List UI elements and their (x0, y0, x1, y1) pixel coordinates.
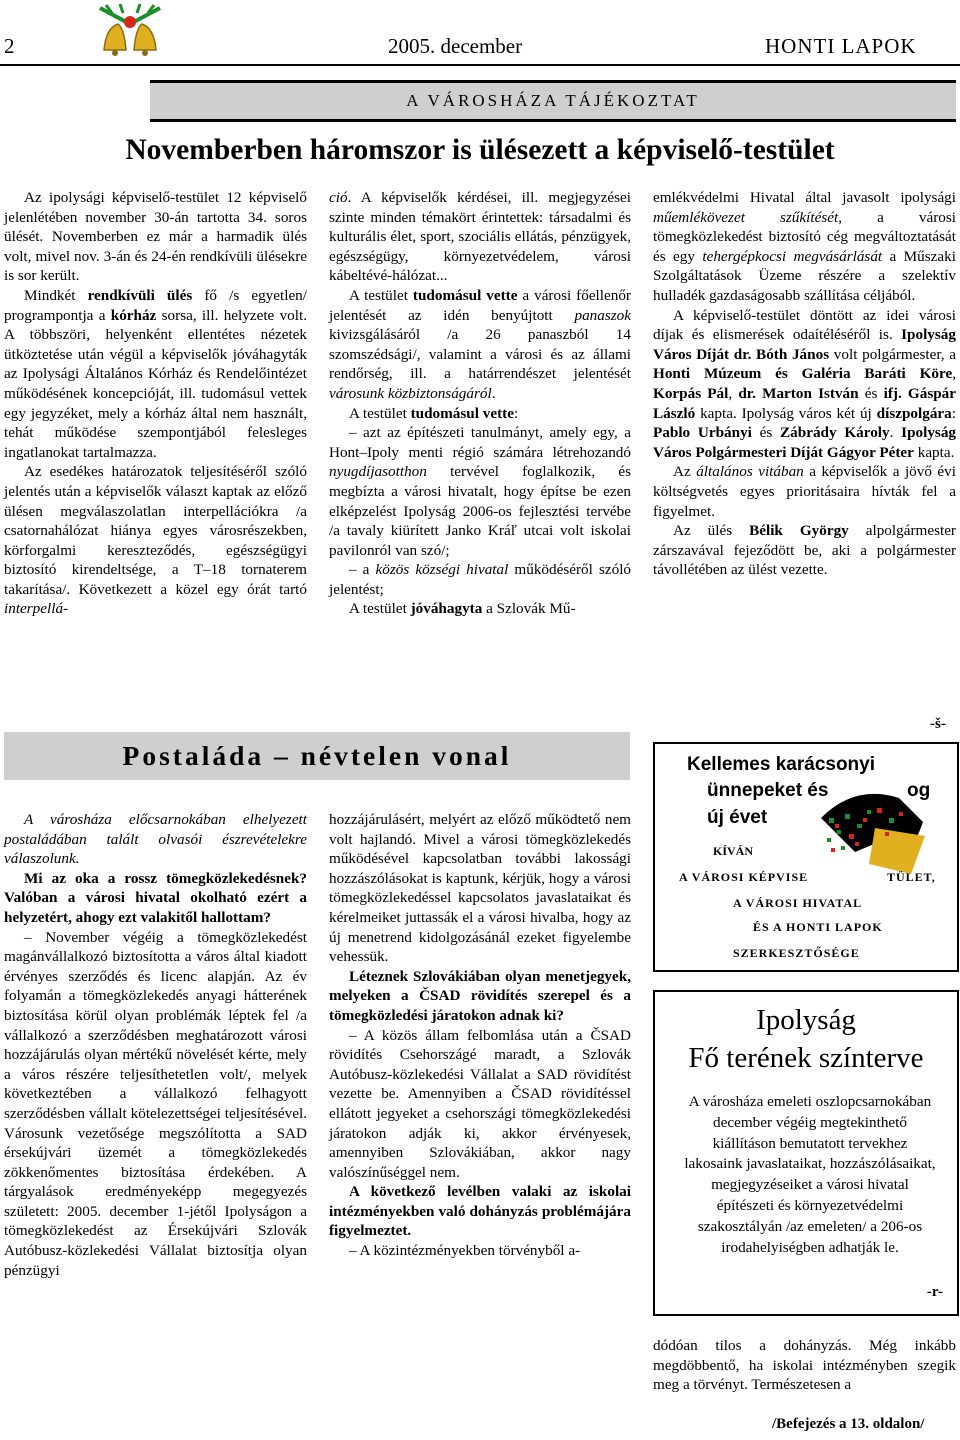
article1-column-1 (4, 188, 307, 619)
paragraph: Az általános vitában a képviselők a jövő évi költségvetés egyes prioritásaira hívták fel a figyelmet. (653, 463, 956, 520)
greeting-line-2-end: og (907, 780, 931, 801)
ipolysag-notice-box (653, 990, 959, 1316)
article1-column-3 (653, 188, 956, 580)
page-number: 2 (4, 34, 15, 58)
paragraph: A következő levélben valaki az iskolai intézményekben való dohányzás problémájára figyelmeztet. (329, 1183, 631, 1240)
paragraph: A testület tudomásul vette a városi főellenőr jelentését az idén benyújtott panaszok kivizsgálásáról /a 26 panaszból 14 szomszédsági/, valamint a városi és az állami rendőrség, ill. a határrendészet jelentését városunk közbiztonságáról. (329, 286, 631, 402)
section-title: A VÁROSHÁZA TÁJÉKOZTAT (406, 91, 700, 110)
firework-icon (815, 788, 935, 880)
article2-column-3 (653, 1336, 956, 1395)
article1-column-2 (329, 188, 631, 619)
greeting-line-5-end: TÜLET, (887, 870, 936, 884)
article1-signature: -š- (930, 716, 946, 732)
paragraph: emlékvédelmi Hivatal által javasolt ipolysági műemlékövezet szűkítését, a városi tömegközlekedést biztosító cég megváltoztatását és egy tehergépkocsi megvásárlását a Műszaki Szolgáltatások Üzeme részére a szelektív hulladék gazdaságosabb szállítása céljából. (653, 189, 957, 304)
paragraph: Az esedékes határozatok teljesítéséről szóló jelentés után a képviselők választ kaptak az előző ülésen megválaszolatlan interpellációkra /a csatornahálózat hiánya egyes városrészekben, körforgalmi kereszteződés, egészségügyi biztosító kirendeltsége, a T–18 tornaterem takarítása/. Következett a közel egy órát tartó interpellá- (4, 463, 307, 618)
paragraph: – November végéig a tömegközlekedést magánvállalkozó biztosította a város által kiadott érvényes szerződés és licenc alapján. Az év folyamán a tömegközlekedés anyagi hátterének biztosítása körül olyan problémák léptek fel /a vállalkozó a szerződésben meghatározott városi hozzájárulás olyan mértékű növelését kérte, mely a város részére teljesíthetetlen volt/, melyek következtében a vállalkozó felhagyott szerződésben vállalt kötelezettségei teljesítésével. Városunk vezetősége megszólította a SAD érsekújvári üzemét a tömegközlekedés zökkenőmentes biztosítása érdekében. A tárgyalások eredményeképp megegyezés született: 2005. december 1-jétől Ipolyságon a tömegközlekedést az Érsekújvári Szlovák Autóbusz-közlekedési Vállalat biztosítja olyan pénzügyi (4, 928, 307, 1279)
paragraph: Léteznek Szlovákiában olyan menetjegyek, melyeken a ČSAD rövidítés szerepel és a tömegközledési járatokon adnak ki? (329, 967, 631, 1024)
greeting-line-4: KÍVÁN (713, 844, 754, 858)
greeting-line-1: Kellemes karácsonyi (687, 754, 876, 775)
paragraph: – A közintézményekben törvényből a- (349, 1242, 581, 1260)
greeting-line-5: A VÁROSI KÉPVISE (679, 870, 809, 884)
article-headline: Novemberben háromszor is ülésezett a képviselő-testület (125, 134, 835, 166)
paragraph: – a közös községi hivatal működéséről szóló jelentést; (329, 561, 632, 598)
paragraph: A képviselő-testület döntött az idei városi díjak és elismerések odaítéléséről is. Ipolyság Város Díját dr. Bóth János volt polgármester, a Honti Múzeum és Galéria Baráti Köre, Korpás Pál, dr. Marton István és ifj. Gáspár László kapta. Ipolyság város két új díszpolgára: Pablo Urbányi és Zábrády Károly. Ipolyság Város Polgármesteri Díját Gágyor Péter kapta. (653, 306, 957, 461)
newspaper-title: HONTI LAPOK (765, 34, 917, 58)
bells-ornament-icon (90, 2, 170, 62)
notice-title-2: Fő terének színterve (688, 1042, 924, 1074)
section-banner (150, 80, 956, 122)
continued-note: /Befejezés a 13. oldalon/ (772, 1416, 925, 1432)
paragraph: – azt az építészeti tanulmányt, amely egy, a Hont–Ipoly menti régió számára létrehozandó nyugdíjasotthon tervével foglalkozik, és megbízta a városi hivatalt, hogy építse be ezen elképzelést Ipolyság 2006-os fejlesztési tervébe /a tavaly kiürített Janko Kráľ utcai volt iskolai pavilonról van szó/; (329, 424, 631, 559)
paragraph: A testület tudomásul vette: (349, 404, 519, 422)
notice-title-1: Ipolyság (756, 1004, 856, 1036)
paragraph: dódóan tilos a dohányzás. Még inkább megdöbbentő, ha iskolai intézményben szegik meg a törvényt. Természetesen a (653, 1337, 956, 1394)
paragraph: Mi az oka a rossz tömegközlekedésnek? Valóban a városi hivatal okolható ezért a helyzetért, ahogy ezt valakitől hallottam? (4, 869, 307, 926)
postalada-headline-box (4, 732, 630, 780)
paragraph: ció. A képviselők kérdései, ill. megjegyzései szinte minden témakört érintettek: társadalmi és kulturális élet, sport, szociális ellátás, pénzügyek, egészségügy, környezetvédelem, városi kábeltévé-hálózat... (329, 189, 631, 285)
notice-body: A városháza emeleti oszlopcsarnokában december végéig megtekinthető kiállításon bemutatott tervekhez lakosaink javaslataikat, hozzászólásaikat, megjegyzéseiket a városi hivatal építészeti és környezetvédelmi szakosztályán /az emeleten/ a 206-os irodahelyiségben adhatják le. (684, 1093, 936, 1256)
article2-column-1 (4, 810, 307, 1280)
paragraph: Az ipolysági képviselő-testület 12 képviselő jelenlétében november 30-án tartotta 34. soros ülését. Novemberben ez már a harmadik ülés volt, mivel nov. 3-án és 24-én rendkívüli ülésekre is sor került. (4, 189, 307, 285)
paragraph: A testület jóváhagyta a Szlovák Mű- (349, 600, 576, 618)
christmas-greeting-box (653, 742, 959, 972)
article2-headline: Postaláda – névtelen vonal (122, 740, 512, 771)
issue-date: 2005. december (388, 34, 523, 58)
greeting-line-3: új évet (707, 807, 768, 828)
article2-column-2 (329, 810, 631, 1261)
paragraph: hozzájárulásért, melyért az előző működtető nem volt hajlandó. Mivel a városi tömegközlekedés működésével kapcsolatban további lakossági hozzászólásokat is kaptunk, kérjük, hogy a városi tömegközlekedéssel kapcsolatos javaslataikat és kérelmeiket juttassák el a városi hivalba, hogy az új menetrend kidolgozásánál ezeket figyelembe vehessük. (329, 811, 631, 966)
paragraph: – A közös állam felbomlása után a ČSAD rövidítés Csehországé maradt, a Szlovák Autóbusz-közlekedési Vállalat a SAD rövidítést vezette be. Amennyiben a ČSAD rövidítéssel ellátott jegyeket a csehországi tömegközlekedési járatokon adják ki, akkor érvényesek, amennyiben Szlovákiában, akkor nagy valószínűséggel nem. (329, 1026, 631, 1181)
greeting-line-8: SZERKESZTŐSÉGE (733, 946, 860, 960)
greeting-line-2: ünnepeket és (707, 780, 829, 801)
paragraph: Az ülés Bélik György alpolgármester zárszavával fejeződött be, aki a polgármester távollétében az ülést vezette. (653, 522, 956, 579)
header-rule (0, 64, 960, 66)
paragraph: A városháza előcsarnokában elhelyezett postaládában talált olvasói észrevételekre válaszolunk. (4, 811, 307, 868)
notice-signature: -r- (926, 1284, 943, 1300)
greeting-line-6: A VÁROSI HIVATAL (733, 896, 863, 910)
paragraph: Mindkét rendkívüli ülés fő /s egyetlen/ programpontja a kórház sorsa, ill. helyzete volt. A többszöri, helyenként ellentétes nézetek ütköztetése után végül a képviselők jóváhagyták az Ipolysági Általános Kórház és Rendelőintézet működésének koncepcióját, ill. tudomásul vettek egy jegyzéket, mely a kórház által nem használt, tehát működése szempontjából felesleges ingatlanokat tartalmazza. (4, 286, 308, 461)
greeting-line-7: ÉS A HONTI LAPOK (753, 920, 883, 934)
